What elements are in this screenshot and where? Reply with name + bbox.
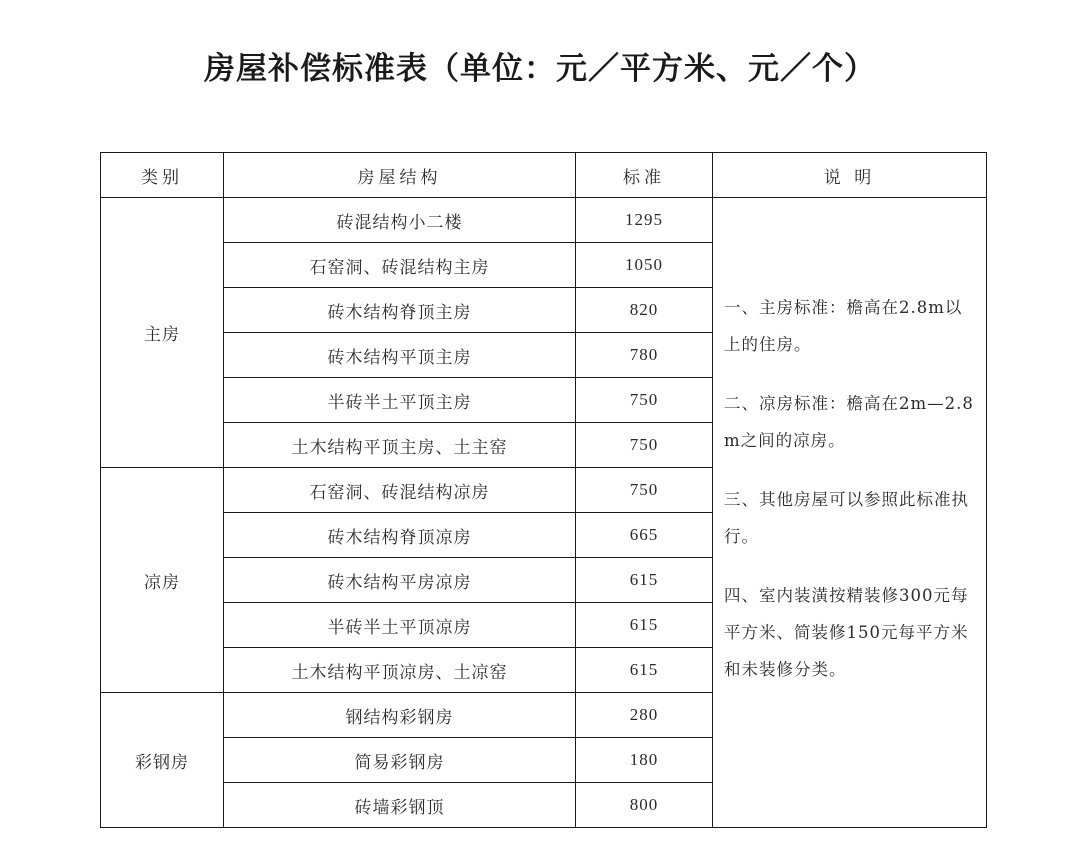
header-structure: 房屋结构 (224, 153, 576, 198)
header-category: 类别 (101, 153, 224, 198)
header-standard: 标准 (576, 153, 713, 198)
structure-cell: 砖混结构小二楼 (224, 198, 576, 243)
page-title: 房屋补偿标准表（单位：元／平方米、元／个） (204, 51, 876, 87)
structure-cell: 砖木结构平顶主房 (224, 333, 576, 378)
structure-cell: 砖墙彩钢顶 (224, 783, 576, 828)
note-item: 四、室内装潢按精装修300元每平方米、简装修150元每平方米和未装修分类。 (724, 586, 969, 679)
header-notes: 说 明 (713, 153, 987, 198)
standard-cell: 800 (576, 783, 713, 828)
category-cell-main-house: 主房 (101, 198, 224, 468)
structure-cell: 半砖半土平顶主房 (224, 378, 576, 423)
standard-cell: 615 (576, 558, 713, 603)
structure-cell: 砖木结构脊顶主房 (224, 288, 576, 333)
compensation-table (100, 152, 987, 828)
category-cell-cool-house: 凉房 (101, 468, 224, 693)
standard-cell: 750 (576, 423, 713, 468)
standard-cell: 750 (576, 468, 713, 513)
structure-cell: 土木结构平顶主房、土主窑 (224, 423, 576, 468)
structure-cell: 半砖半土平顶凉房 (224, 603, 576, 648)
structure-cell: 简易彩钢房 (224, 738, 576, 783)
standard-cell: 780 (576, 333, 713, 378)
standard-cell: 1050 (576, 243, 713, 288)
standard-cell: 820 (576, 288, 713, 333)
standard-cell: 750 (576, 378, 713, 423)
table-row (101, 198, 987, 243)
note-item: 三、其他房屋可以参照此标准执行。 (724, 490, 969, 546)
note-item: 二、凉房标准：檐高在2m—2.8m之间的凉房。 (724, 394, 974, 450)
standard-cell: 615 (576, 603, 713, 648)
standard-cell: 665 (576, 513, 713, 558)
standard-cell: 180 (576, 738, 713, 783)
standard-cell: 1295 (576, 198, 713, 243)
structure-cell: 钢结构彩钢房 (224, 693, 576, 738)
standard-cell: 615 (576, 648, 713, 693)
structure-cell: 砖木结构脊顶凉房 (224, 513, 576, 558)
table-header-row (101, 153, 987, 198)
category-cell-steel-house: 彩钢房 (101, 693, 224, 828)
note-item: 一、主房标准：檐高在2.8m以上的住房。 (724, 298, 963, 354)
structure-cell: 石窑洞、砖混结构主房 (224, 243, 576, 288)
standard-cell: 280 (576, 693, 713, 738)
structure-cell: 石窑洞、砖混结构凉房 (224, 468, 576, 513)
notes-cell (713, 198, 987, 828)
structure-cell: 砖木结构平房凉房 (224, 558, 576, 603)
structure-cell: 土木结构平顶凉房、土凉窑 (224, 648, 576, 693)
